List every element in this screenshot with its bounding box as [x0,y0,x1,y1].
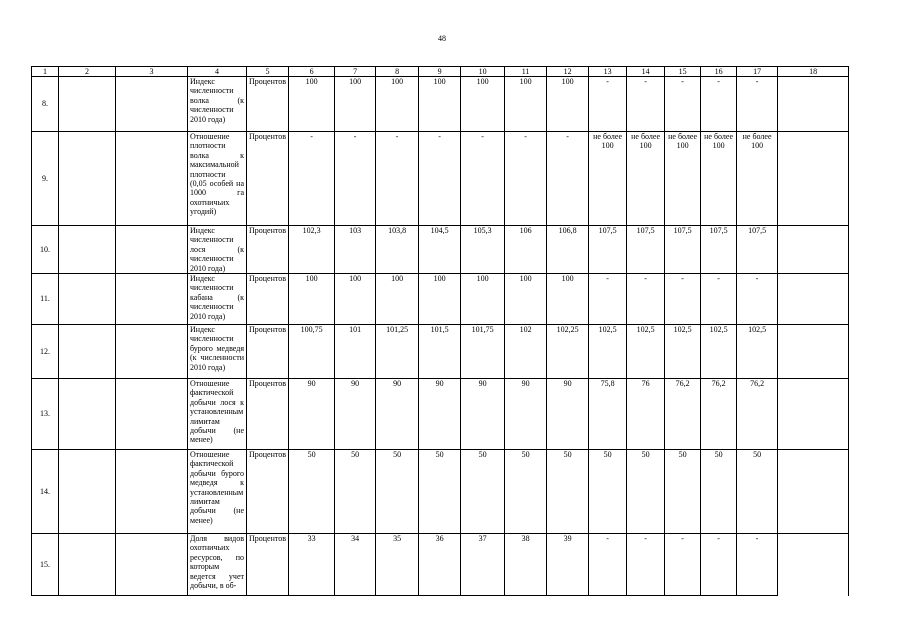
table-row [32,534,849,596]
table-row [32,325,849,379]
value-cell: не более 100 [589,132,627,226]
value-cell: 50 [547,450,589,534]
value-cell: 50 [589,450,627,534]
indicator-name: Индекс численности лося (к численности 2010 года) [188,226,247,274]
row-number: 12. [32,325,59,379]
empty-cell [778,379,849,450]
header-cell: 15 [665,67,701,77]
indicator-name: Отношение фактической добычи лося к установленным лимитам добычи (не менее) [188,379,247,450]
empty-cell [116,274,188,325]
value-cell: - [665,274,701,325]
value-cell: 50 [627,450,665,534]
value-cell: - [589,534,627,596]
unit-cell: Процентов [247,274,289,325]
empty-cell [59,226,116,274]
empty-cell [59,379,116,450]
value-cell: - [737,77,778,132]
value-cell: 100 [547,77,589,132]
indicator-name: Индекс численности кабана (к численности 2010 года) [188,274,247,325]
value-cell: 75,8 [589,379,627,450]
value-cell: - [701,77,737,132]
value-cell: 102 [505,325,547,379]
value-cell: - [737,274,778,325]
value-cell: 100 [505,274,547,325]
unit-cell: Процентов [247,226,289,274]
value-cell: 106,8 [547,226,589,274]
header-cell: 9 [419,67,461,77]
table-row [32,379,849,450]
value-cell: 107,5 [627,226,665,274]
header-cell: 8 [376,67,419,77]
value-cell: - [737,534,778,596]
value-cell: 102,5 [589,325,627,379]
empty-cell [778,132,849,226]
table-row [32,450,849,534]
header-cell: 5 [247,67,289,77]
empty-cell [59,132,116,226]
header-cell: 7 [335,67,376,77]
header-cell: 3 [116,67,188,77]
value-cell: 102,25 [547,325,589,379]
value-cell: - [589,274,627,325]
value-cell: 102,5 [665,325,701,379]
value-cell: 50 [376,450,419,534]
empty-cell [778,534,849,596]
indicator-name: Доля видов охотничьих ресурсов, по которым ведется учет добычи, в об- [188,534,247,596]
empty-cell [116,77,188,132]
empty-cell [59,77,116,132]
value-cell: - [665,77,701,132]
unit-cell: Процентов [247,450,289,534]
row-number: 10. [32,226,59,274]
header-cell: 13 [589,67,627,77]
value-cell: 90 [461,379,505,450]
value-cell: 39 [547,534,589,596]
empty-cell [59,325,116,379]
empty-cell [59,534,116,596]
value-cell: 103 [335,226,376,274]
value-cell: 50 [701,450,737,534]
page-number: 48 [438,34,446,43]
value-cell: 50 [461,450,505,534]
header-cell: 10 [461,67,505,77]
value-cell: не более 100 [701,132,737,226]
empty-cell [116,226,188,274]
header-cell: 6 [289,67,335,77]
value-cell: 90 [335,379,376,450]
empty-cell [778,450,849,534]
value-cell: 100 [505,77,547,132]
value-cell: не более 100 [665,132,701,226]
indicator-name: Отношение плотности волка к максимальной плотности (0,05 особей на 1000 га охотничьих угодий) [188,132,247,226]
value-cell: 101 [335,325,376,379]
value-cell: 100 [335,77,376,132]
value-cell: не более 100 [737,132,778,226]
value-cell: - [547,132,589,226]
value-cell: 100 [289,274,335,325]
value-cell: 103,8 [376,226,419,274]
value-cell: 100 [419,77,461,132]
row-number: 14. [32,450,59,534]
value-cell: 102,5 [627,325,665,379]
value-cell: 50 [505,450,547,534]
value-cell: 102,3 [289,226,335,274]
value-cell: - [289,132,335,226]
value-cell: - [589,77,627,132]
value-cell: 90 [547,379,589,450]
table-row [32,77,849,132]
row-number: 8. [32,77,59,132]
header-row [32,67,849,77]
value-cell: - [419,132,461,226]
value-cell: 102,5 [737,325,778,379]
value-cell: 100 [376,77,419,132]
value-cell: 50 [419,450,461,534]
value-cell: 50 [335,450,376,534]
indicator-name: Индекс численности волка (к численности 2010 года) [188,77,247,132]
header-cell: 2 [59,67,116,77]
header-cell: 18 [778,67,849,77]
indicator-name: Индекс численности бурого медведя (к численности 2010 года) [188,325,247,379]
value-cell: - [335,132,376,226]
value-cell: 90 [419,379,461,450]
value-cell: 36 [419,534,461,596]
value-cell: 90 [289,379,335,450]
unit-cell: Процентов [247,132,289,226]
value-cell: 90 [376,379,419,450]
table-row [32,274,849,325]
header-cell: 1 [32,67,59,77]
value-cell: - [627,274,665,325]
header-cell: 12 [547,67,589,77]
value-cell: 34 [335,534,376,596]
unit-cell: Процентов [247,379,289,450]
value-cell: - [701,534,737,596]
value-cell: 76 [627,379,665,450]
value-cell: 35 [376,534,419,596]
value-cell: - [665,534,701,596]
header-cell: 11 [505,67,547,77]
value-cell: 90 [505,379,547,450]
value-cell: 102,5 [701,325,737,379]
value-cell: 50 [665,450,701,534]
value-cell: 76,2 [701,379,737,450]
value-cell: - [701,274,737,325]
value-cell: 100 [289,77,335,132]
value-cell: не более 100 [627,132,665,226]
value-cell: 100,75 [289,325,335,379]
value-cell: 105,3 [461,226,505,274]
value-cell: 50 [737,450,778,534]
empty-cell [778,325,849,379]
row-number: 13. [32,379,59,450]
empty-cell [59,274,116,325]
value-cell: 107,5 [701,226,737,274]
value-cell: 100 [461,274,505,325]
empty-cell [59,450,116,534]
empty-cell [778,274,849,325]
table-row [32,132,849,226]
value-cell: 38 [505,534,547,596]
value-cell: 33 [289,534,335,596]
value-cell: 50 [289,450,335,534]
value-cell: 100 [376,274,419,325]
value-cell: - [461,132,505,226]
value-cell: 76,2 [737,379,778,450]
value-cell: 37 [461,534,505,596]
value-cell: 101,5 [419,325,461,379]
unit-cell: Процентов [247,77,289,132]
unit-cell: Процентов [247,534,289,596]
header-cell: 17 [737,67,778,77]
value-cell: 107,5 [665,226,701,274]
table-row [32,226,849,274]
value-cell: 100 [547,274,589,325]
row-number: 11. [32,274,59,325]
value-cell: 107,5 [589,226,627,274]
empty-cell [116,325,188,379]
header-cell: 4 [188,67,247,77]
value-cell: 101,75 [461,325,505,379]
empty-cell [116,534,188,596]
header-cell: 14 [627,67,665,77]
value-cell: 100 [461,77,505,132]
row-number: 9. [32,132,59,226]
row-number: 15. [32,534,59,596]
empty-cell [778,226,849,274]
value-cell: - [627,534,665,596]
indicators-table [31,66,849,596]
empty-cell [116,379,188,450]
empty-cell [116,132,188,226]
value-cell: - [627,77,665,132]
value-cell: 100 [335,274,376,325]
empty-cell [778,77,849,132]
empty-cell [116,450,188,534]
value-cell: - [376,132,419,226]
unit-cell: Процентов [247,325,289,379]
value-cell: 106 [505,226,547,274]
value-cell: 76,2 [665,379,701,450]
value-cell: 104,5 [419,226,461,274]
value-cell: 100 [419,274,461,325]
header-cell: 16 [701,67,737,77]
value-cell: 107,5 [737,226,778,274]
value-cell: - [505,132,547,226]
value-cell: 101,25 [376,325,419,379]
indicator-name: Отношение фактической добычи бурого медведя к установленным лимитам добычи (не менее) [188,450,247,534]
